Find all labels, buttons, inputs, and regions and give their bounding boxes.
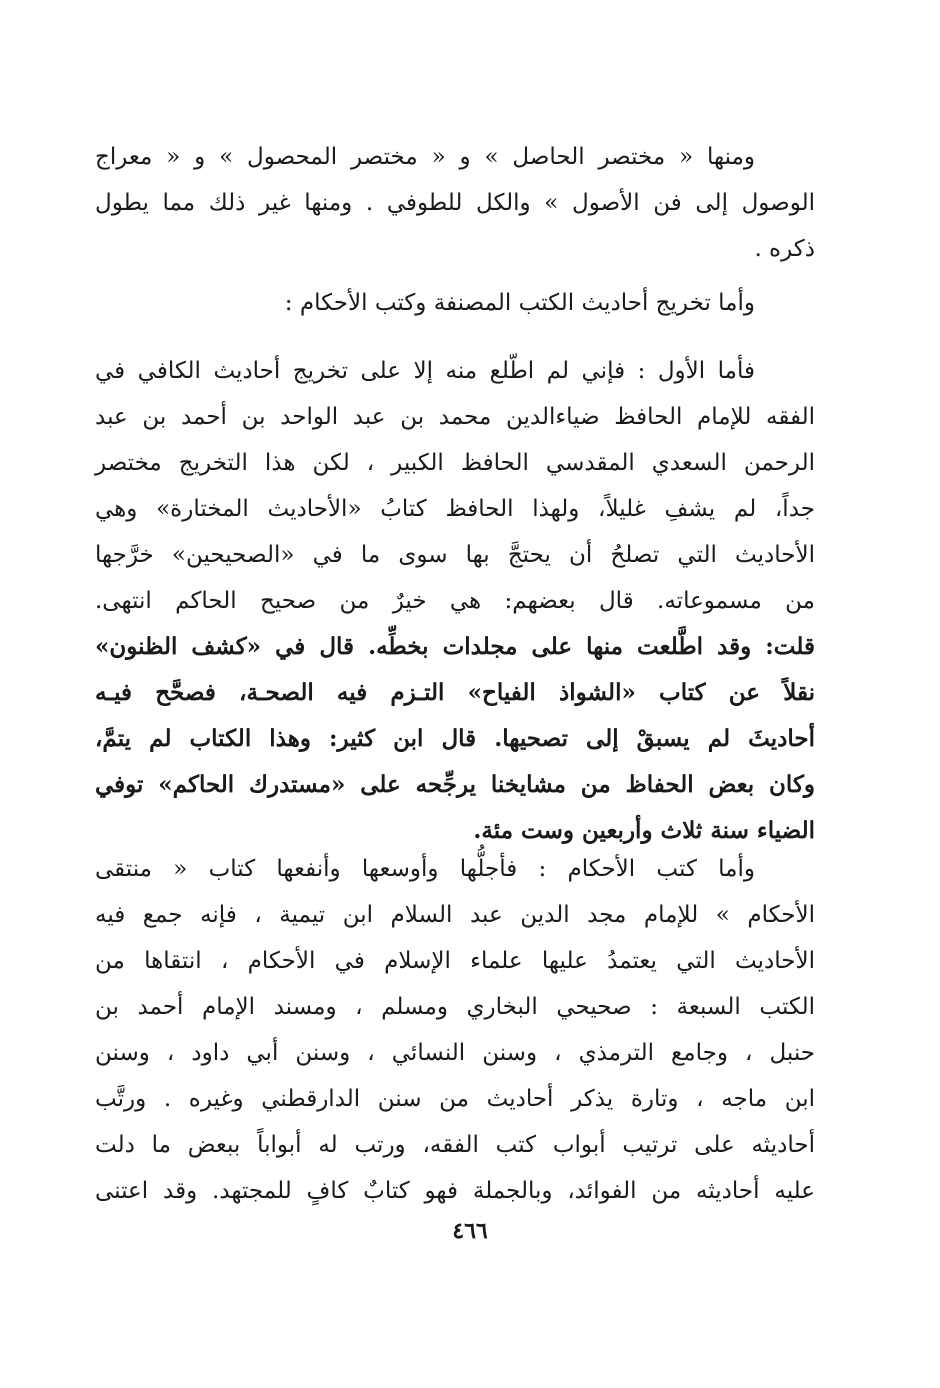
- text-line: ومنها « مختصر الحاصل » و « مختصر المحصول » و « معراج: [95, 144, 755, 170]
- text-line: فأما الأول : فإني لم اطّلع منه إلا على تخريج أحاديث الكافي في: [95, 358, 755, 384]
- text-line: الوصول إلى فن الأصول » والكل للطوفي . ومنها غير ذلك مما يطول: [95, 190, 815, 216]
- text-line: عليه أحاديثه من الفوائد، وبالجملة فهو كتابٌ كافٍ للمجتهد. وقد اعتنى: [95, 1178, 815, 1204]
- text-line: الأحاديث التي تصلحُ أن يحتجَّ بها سوى ما في «الصحيحين» خرَّجها: [95, 542, 815, 568]
- text-line: أحاديثه على ترتيب أبواب كتب الفقه، ورتب له أبواباً ببعض ما دلت: [95, 1132, 815, 1158]
- text-line-bold: نقلاً عن كتاب «الشواذ الفياح» التـزم فيه الصحـة، فصحَّح فيـه: [95, 679, 815, 706]
- text-line: الأحاديث التي يعتمدُ عليها علماء الإسلام في الأحكام ، انتقاها من: [95, 948, 815, 974]
- text-line: وأما كتب الأحكام : فأجلُّها وأوسعها وأنفعها كتاب « منتقى: [95, 856, 755, 882]
- text-line: من مسموعاته. قال بعضهم: هي خيرٌ من صحيح الحاكم انتهى.: [95, 588, 815, 614]
- page-number: ٤٦٦: [452, 1218, 488, 1244]
- text-line: الفقه للإمام الحافظ ضياءالدين محمد بن عبد الواحد بن أحمد بن عبد: [95, 404, 815, 430]
- text-line: جداً، لم يشفِ غليلاً، ولهذا الحافظ كتابُ «الأحاديث المختارة» وهي: [95, 496, 815, 522]
- text-line-bold: أحاديثَ لم يسبقْ إلى تصحيها. قال ابن كثير: وهذا الكتاب لم يتمَّ،: [95, 725, 815, 752]
- text-line: الرحمن السعدي المقدسي الحافظ الكبير ، لكن هذا التخريج مختصر: [95, 450, 815, 476]
- paragraph-3: [95, 846, 815, 1214]
- text-line-bold: قلت: وقد اطَّلعت منها على مجلدات بخطِّه. قال في «كشف الظنون»: [95, 633, 815, 660]
- text-line: الأحكام » للإمام مجد الدين عبد السلام ابن تيمية ، فإنه جمع فيه: [95, 902, 815, 928]
- paragraph-1: [95, 134, 815, 272]
- paragraph-2: [95, 348, 815, 854]
- text-line-bold: وكان بعض الحفاظ من مشايخنا يرجِّحه على «مستدرك الحاكم» توفي: [95, 771, 815, 798]
- text-line: الكتب السبعة : صحيحي البخاري ومسلم ، ومسند الإمام أحمد بن: [95, 994, 815, 1020]
- text-line: ذكره .: [754, 236, 815, 262]
- text-line-bold: الضياء سنة ثلاث وأربعين وست مئة.: [473, 817, 815, 844]
- text-line: ابن ماجه ، وتارة يذكر أحاديث من سنن الدارقطني وغيره . ورتَّب: [95, 1086, 815, 1112]
- section-heading: وأما تخريج أحاديث الكتب المصنفة وكتب الأحكام :: [284, 290, 755, 316]
- text-line: حنبل ، وجامع الترمذي ، وسنن النسائي ، وسنن أبي داود ، وسنن: [95, 1040, 815, 1066]
